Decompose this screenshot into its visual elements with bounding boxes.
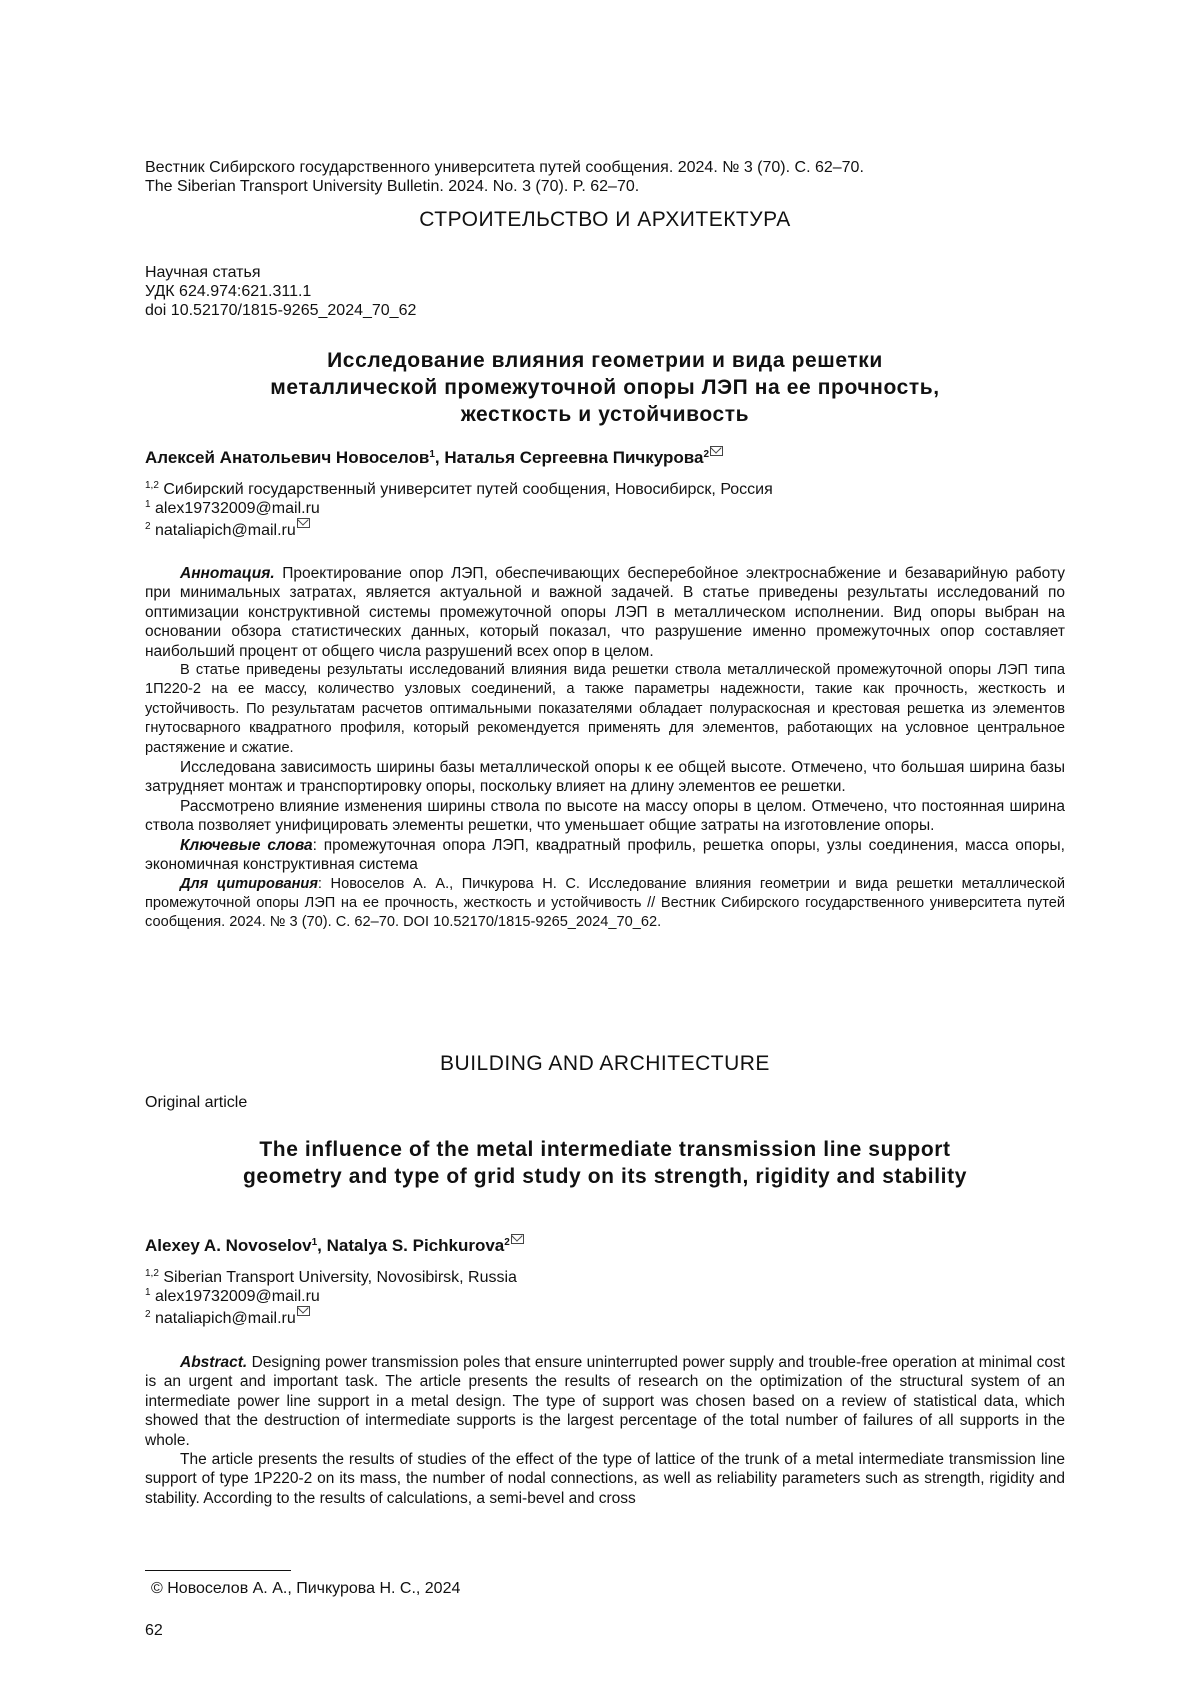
aff-sup: 1,2 bbox=[145, 1268, 159, 1279]
abstract-paragraph: Рассмотрено влияние изменения ширины ствола по высоте на массу опоры в целом. Отмечено, что постоянная ширина ствола позволяет унифицировать элементы решетки, что уменьшает общие затраты на изготовление опоры. bbox=[145, 797, 1065, 835]
envelope-icon bbox=[511, 1234, 524, 1244]
page-number: 62 bbox=[145, 1622, 163, 1639]
email-sup: 2 bbox=[145, 521, 151, 532]
affiliation-text: Siberian Transport University, Novosibirsk, Russia bbox=[158, 1269, 517, 1286]
abstract-label: Аннотация. bbox=[180, 565, 275, 582]
section-title-en: BUILDING AND ARCHITECTURE bbox=[440, 1052, 770, 1075]
title-line: Исследование влияния геометрии и вида решетки bbox=[327, 349, 883, 372]
abstract-paragraph: The article presents the results of studies of the effect of the type of lattice of the trunk of a metal intermediate transmission line support of type 1P220-2 on its mass, the number of nodal connections, as well as reliability parameters such as strength, rigidity and stability. According to the results of calculations, a semi-bevel and cross bbox=[145, 1451, 1065, 1507]
article-type-en: Original article bbox=[145, 1094, 248, 1111]
affiliations-ru bbox=[145, 480, 773, 540]
article-type-ru: Научная статья bbox=[145, 264, 261, 281]
aff-sup: 1,2 bbox=[145, 480, 159, 491]
abstract-paragraph: Abstract. Designing power transmission poles that ensure uninterrupted power supply and trouble-free operation at minimal cost is an urgent and important task. The article presents the results of research on the optimization of the structural system of an intermediate power line support in a metal design. The type of support was chosen based on a review of statistical data, which showed that the destruction of intermediate supports is the largest percentage of the total number of failures of all supports in the whole. bbox=[145, 1354, 1065, 1449]
author-sup: 2 bbox=[504, 1237, 510, 1248]
author-sup: 1 bbox=[429, 449, 435, 460]
copyright-footnote: © Новоселов А. А., Пичкурова Н. С., 2024 bbox=[151, 1580, 461, 1597]
keywords-label: Ключевые слова bbox=[180, 836, 313, 854]
email-link[interactable]: nataliapich@mail.ru bbox=[150, 1310, 296, 1327]
envelope-icon bbox=[297, 1306, 310, 1316]
email-sup: 1 bbox=[145, 1287, 151, 1298]
abstract-paragraph: Исследована зависимость ширины базы металлической опоры к ее общей высоте. Отмечено, что большая ширина базы затрудняет монтаж и транспортировку опоры, поскольку влияет на длину элементов ее решетки. bbox=[145, 759, 1065, 796]
section-title-ru: СТРОИТЕЛЬСТВО И АРХИТЕКТУРА bbox=[419, 208, 791, 231]
article-title-en bbox=[145, 1136, 1065, 1190]
title-line: жесткость и устойчивость bbox=[460, 403, 750, 426]
abstract-paragraph: Аннотация. Проектирование опор ЛЭП, обеспечивающих бесперебойное электроснабжение и безаварийную работу при минимальных затратах, является актуальной и важной задачей. В статье приведены результаты исследований по оптимизации конструктивной системы промежуточной опоры ЛЭП в металлическом исполнении. Вид опоры выбран на основании обзора статистических данных, который показал, что разрушение именно промежуточных опор составляет наибольший процент от общего числа разрушений всех опор в целом. bbox=[145, 565, 1065, 660]
authors-en bbox=[145, 1234, 524, 1256]
author-name: Natalya S. Pichkurova bbox=[326, 1236, 505, 1255]
journal-citation-ru: Вестник Сибирского государственного университета путей сообщения. 2024. № 3 (70). С. 62–70. bbox=[145, 159, 864, 176]
authors-ru bbox=[145, 446, 723, 468]
keywords: Ключевые слова: промежуточная опора ЛЭП, квадратный профиль, решетка опоры, узлы соединения, масса опоры, экономичная конструктивная система bbox=[145, 836, 1065, 874]
author-name: Alexey A. Novoselov bbox=[145, 1236, 312, 1255]
citation-label: Для цитирования bbox=[180, 875, 318, 892]
envelope-icon bbox=[710, 446, 723, 456]
email-link[interactable]: nataliapich@mail.ru bbox=[150, 522, 296, 539]
footnote-divider bbox=[145, 1570, 291, 1571]
email-sup: 1 bbox=[145, 499, 151, 510]
udk: УДК 624.974:621.311.1 bbox=[145, 283, 312, 300]
journal-citation-en: The Siberian Transport University Bulletin. 2024. No. 3 (70). P. 62–70. bbox=[145, 178, 640, 195]
doi: doi 10.52170/1815-9265_2024_70_62 bbox=[145, 302, 417, 319]
journal-header bbox=[145, 158, 864, 196]
author-sup: 1 bbox=[311, 1237, 318, 1248]
affiliation-text: Сибирский государственный университет путей сообщения, Новосибирск, Россия bbox=[158, 481, 773, 498]
author-separator: , bbox=[434, 448, 445, 467]
abstract-en bbox=[145, 1353, 1065, 1508]
abstract-label: Abstract. bbox=[180, 1354, 248, 1371]
email-link[interactable]: alex19732009@mail.ru bbox=[150, 1288, 320, 1305]
author-separator: , bbox=[317, 1236, 327, 1255]
article-meta-ru bbox=[145, 263, 416, 320]
author-name: Алексей Анатольевич Новоселов bbox=[145, 448, 430, 467]
abstract-paragraph: В статье приведены результаты исследований влияния вида решетки ствола металлической промежуточной опоры ЛЭП типа 1П220-2 на ее массу, количество узловых соединений, а также параметры надежности, такие как прочность, жесткость и устойчивость. По результатам расчетов оптимальными показателями обладает полураскосная и крестовая решетка из элементов гнутосварного квадратного профиля, который рекомендуется применять для элементов, работающих на условное центральное растяжение и сжатие. bbox=[145, 662, 1065, 756]
email-link[interactable]: alex19732009@mail.ru bbox=[150, 500, 320, 517]
author-sup: 2 bbox=[703, 449, 710, 460]
citation: Для цитирования: Новоселов А. А., Пичкурова Н. С. Исследование влияния геометрии и вида решетки металлической промежуточной опоры ЛЭП на ее прочность, жесткость и устойчивость // Вестник Сибирского государственного университета путей сообщения. 2024. № 3 (70). С. 62–70. DOI 10.52170/1815-9265_2024_70_62. bbox=[145, 875, 1066, 931]
article-title-ru bbox=[145, 347, 1065, 428]
title-line: металлической промежуточной опоры ЛЭП на ее прочность, bbox=[270, 376, 940, 399]
envelope-icon bbox=[297, 518, 310, 528]
title-line: The influence of the metal intermediate transmission line support bbox=[259, 1138, 951, 1161]
title-line: geometry and type of grid study on its strength, rigidity and stability bbox=[242, 1165, 967, 1188]
abstract-ru bbox=[145, 564, 1065, 933]
email-sup: 2 bbox=[145, 1309, 151, 1320]
author-name: Наталья Сергеевна Пичкурова bbox=[444, 448, 704, 467]
affiliations-en bbox=[145, 1268, 517, 1328]
